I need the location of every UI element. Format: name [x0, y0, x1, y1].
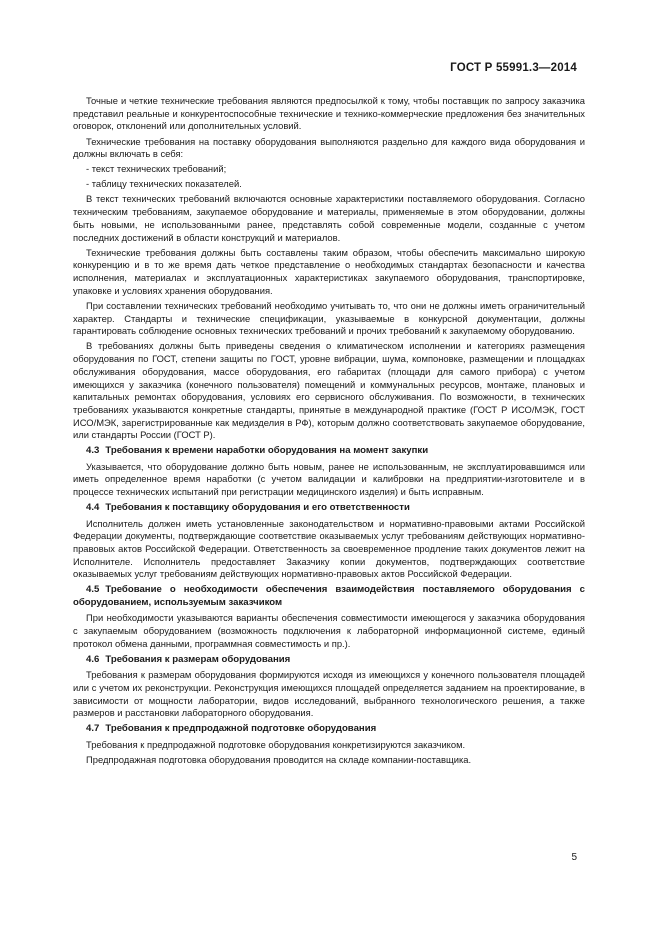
section-heading-4-6 [73, 654, 585, 667]
section-number: 4.7 [86, 723, 100, 735]
list-item: - таблицу технических показателей. [86, 178, 242, 190]
section-title: Требования к времени наработки оборудования на момент закупки [105, 445, 429, 457]
section-number: 4.4 [86, 501, 100, 513]
list-item: - текст технических требований; [86, 163, 227, 175]
section-heading-4-3 [73, 445, 585, 458]
paragraph: Требования к предпродажной подготовке оборудования конкретизируются заказчиком. [86, 738, 466, 750]
section-title: Требования к размерам оборудования [105, 653, 291, 665]
paragraph: Точные и четкие технические требования являются предпосылкой к тому, чтобы поставщик по запросу заказчика представил реальные и конкурентоспособные технические и технико-коммерческие предложения без значительных оговорок, отклонений или дополнительных условий. [73, 95, 585, 132]
section-heading-4-5 [73, 584, 585, 609]
paragraph: Исполнитель должен иметь установленные законодательством и нормативно-правовыми актами Российской Федерации документы, подтверждающие соответствие оказываемых услуг требованиям действующих нормативно-правовых актов Российской Федерации. Ответственность за своевременное продление таких документов лежит на Исполнителе. Исполнитель предоставляет Заказчику копии документов, подтверждающих соответствие оказываемых услуг требованиям действующих нормативно-правовых актов Российской Федерации. [73, 517, 585, 580]
section-heading-4-7 [73, 723, 585, 736]
paragraph: В требованиях должны быть приведены сведения о климатическом исполнении и категориях размещения оборудования по ГОСТ, степени защиты по ГОСТ, уровне вибрации, шума, компоновке, размещении и площадках обслуживания оборудования, массе оборудования, его габаритах (площади для самого прибора) с учетом имеющихся у заказчика (конечного пользователя) помещений и коммунальных ресурсов, монтаже, плановых и капитальных ремонтах оборудования, условиях его сервисного обслуживания. По возможности, в технических требованиях указываются конкретные стандарты, принятые в международной практике (ГОСТ Р ИСО/МЭК, ГОСТ ИСО/МЭК, зарегистрированные как медизделия в РФ), которым должно соответствовать закупаемое оборудование, или стандарты России (ГОСТ Р). [73, 340, 585, 441]
paragraph: При составлении технических требований необходимо учитывать то, что они не должны иметь ограничительный характер. Стандарты и технические спецификации, указываемые в конкурсной документации, должны гарантировать соблюдение основных технических требований и прочих требований к закупаемому оборудованию. [73, 299, 585, 337]
paragraph: Технические требования на поставку оборудования выполняются раздельно для каждого вида оборудования и должны включать в себя: [73, 135, 585, 160]
page-header-standard: ГОСТ Р 55991.3—2014 [450, 62, 577, 74]
section-title: Требования к поставщику оборудования и его ответственности [105, 501, 410, 513]
document-body [73, 95, 585, 769]
section-number: 4.3 [86, 445, 100, 457]
paragraph: Требования к размерам оборудования формируются исходя из имеющихся у конечного пользователя площадей или с учетом их реконструкции. Реконструкция имеющихся площадей определяется заданием на проектирование, в зависимости от мощности лаборатории, видов исследований, выбранного технологического решения, а также размеров и расстановки лабораторного оборудования. [73, 669, 585, 719]
section-title: Требования к предпродажной подготовке оборудования [105, 723, 377, 735]
paragraph: Указывается, что оборудование должно быть новым, ранее не использованным, не эксплуатировавшимся или иметь определенное время наработки (с учетом валидации и калибровки на предприятии-изготовителе и в процессе технических испытаний при регистрации медицинского изделия) и быть исправным. [73, 460, 585, 498]
paragraph: При необходимости указываются варианты обеспечения совместимости имеющегося у заказчика оборудования с закупаемым оборудованием (возможность подключения к лабораторной информационной системе, единый протокол обмена данными, программная совместимость и пр.). [73, 612, 585, 649]
page-number: 5 [571, 852, 577, 863]
section-number: 4.6 [86, 653, 100, 665]
section-number: 4.5 [86, 584, 100, 596]
paragraph: В текст технических требований включаются основные характеристики поставляемого оборудования. Согласно техническим требованиям, закупаемое оборудование и материалы, применяемые в этом оборудовании, должны быть новыми, не использованными ранее, представлять собой современные модели, созданные с учетом последних достижений в области конструкций и материалов. [73, 193, 585, 243]
section-heading-4-4 [73, 502, 585, 515]
paragraph: Технические требования должны быть составлены таким образом, чтобы обеспечить максимально широкую конкуренцию и в то же время дать четкое представление о необходимых стандартах безопасности и качества исполнения, материалах и эксплуатационных характеристиках закупаемого оборудования, транспортировке, упаковке и условиях хранения оборудования. [73, 246, 585, 296]
section-title: Требование о необходимости обеспечения взаимодействия поставляемого оборудования с оборудованием, используемым заказчиком [73, 584, 585, 608]
paragraph: Предпродажная подготовка оборудования проводится на складе компании-поставщика. [86, 753, 472, 765]
